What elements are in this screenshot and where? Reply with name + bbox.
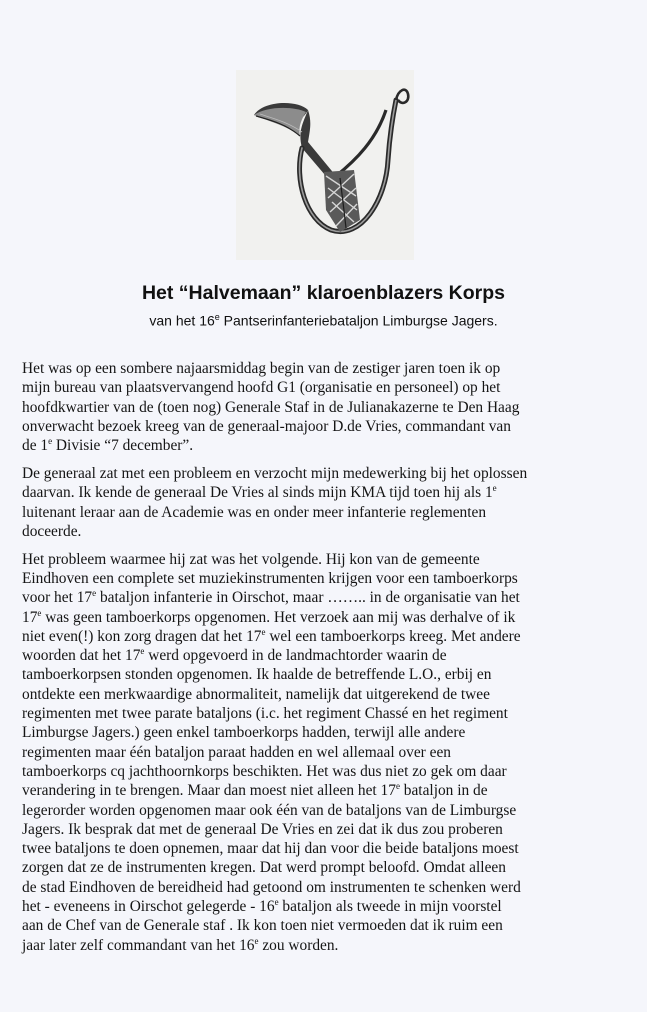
- line-text: het - eveneens in Oirschot gelegerde - 16: [22, 898, 275, 916]
- document-subtitle: [0, 312, 647, 329]
- line-text: zou worden.: [258, 936, 339, 954]
- paragraph: [22, 464, 632, 541]
- text-line: onverwacht bezoek kreeg van de generaal-majoor D.de Vries, commandant van: [22, 417, 511, 435]
- text-line: [22, 781, 632, 800]
- text-line: [22, 936, 632, 955]
- line-text: voor het 17: [22, 589, 93, 607]
- text-line: [22, 627, 632, 646]
- text-line: tamboerkorpsen stonden opgenomen. Ik haalde de betreffende L.O., erbij en: [22, 666, 492, 684]
- text-line: Limburgse Jagers.) geen enkel tamboerkorps hadden, terwijl alle andere: [22, 724, 466, 742]
- paragraph: [22, 550, 632, 955]
- text-line: Het was op een sombere najaarsmiddag begin van de zestiger jaren toen ik op: [22, 360, 501, 377]
- text-line: tamboerkorps cq jachthoornkorps beschikten. Het was dus niet zo gek om daar: [22, 762, 507, 780]
- text-line: luitenant leraar aan de Academie was en onder meer infanterie reglementen: [22, 503, 487, 521]
- ordinal-superscript: e: [92, 588, 97, 599]
- text-line: [22, 483, 632, 502]
- line-text: wel een tamboerkorps kreeg. Met andere: [265, 627, 521, 645]
- line-text: woorden dat het 17: [22, 647, 141, 665]
- line-text: niet even(!) kon zorg dragen dat het 17: [22, 627, 262, 645]
- text-line: De generaal zat met een probleem en verzocht mijn medewerking bij het oplossen: [22, 464, 528, 482]
- line-text: jaar later zelf commandant van het 16: [22, 936, 255, 954]
- text-line: regimenten met twee parate bataljons (i.c. het regiment Chassé en het regiment: [22, 705, 508, 723]
- line-text: Divisie “7 december”.: [52, 437, 194, 455]
- text-line: Eindhoven een complete set muziekinstrumenten krijgen voor een tamboerkorps: [22, 569, 518, 587]
- ordinal-superscript: e: [48, 436, 53, 447]
- text-line: [22, 897, 632, 916]
- line-text: verandering in te brengen. Maar dan moest niet alleen het 17: [22, 782, 396, 800]
- line-text: bataljon in de: [399, 782, 488, 800]
- line-text: de 1: [22, 437, 49, 455]
- hunting-horn-emblem-icon: [236, 70, 414, 260]
- subtitle-text-rest: Pantserinfanteriebataljon Limburgse Jagers.: [219, 312, 498, 329]
- text-line: hoofdkwartier van de (toen nog) Generale Staf in de Julianakazerne te Den Haag: [22, 398, 520, 416]
- text-line: aan de Chef van de Generale staf . Ik kon toen niet vermoeden dat ik ruim een: [22, 917, 503, 935]
- line-text: daarvan. Ik kende de generaal De Vries al sinds mijn KMA tijd toen hij als 1: [22, 484, 493, 502]
- ordinal-superscript: e: [492, 483, 497, 494]
- ordinal-superscript: e: [37, 607, 42, 618]
- text-line: regimenten maar één bataljon paraat hadden en wel allemaal over een: [22, 743, 452, 761]
- text-line: [22, 588, 632, 607]
- text-line: legerorder worden opgenomen maar ook één van de bataljons van de Limburgse: [22, 801, 517, 819]
- ordinal-superscript: e: [261, 626, 266, 637]
- ordinal-superscript: e: [395, 781, 400, 792]
- emblem: [236, 70, 414, 260]
- line-text: bataljon als tweede in mijn voorstel: [278, 898, 502, 916]
- text-line: [22, 646, 632, 665]
- text-line: [22, 436, 632, 455]
- ordinal-superscript: e: [274, 896, 279, 907]
- line-text: 17: [22, 608, 38, 626]
- text-line: mijn bureau van plaatsvervangend hoofd G1 (organisatie en personeel) op het: [22, 379, 501, 397]
- text-line: Het probleem waarmee hij zat was het volgende. Hij kon van de gemeente: [22, 550, 480, 568]
- ordinal-superscript: e: [140, 646, 145, 657]
- line-text: werd opgevoerd in de landmachtorder waarin de: [144, 647, 447, 665]
- text-line: Jagers. Ik besprak dat met de generaal De Vries en zei dat ik dus zou proberen: [22, 820, 503, 838]
- subtitle-text: van het 16: [149, 312, 215, 329]
- body-text: [22, 359, 632, 963]
- text-line: [22, 608, 632, 627]
- text-line: doceerde.: [22, 522, 82, 540]
- text-line: zorgen dat ze de instrumenten kregen. Dat werd prompt beloofd. Omdat alleen: [22, 859, 506, 877]
- text-line: de stad Eindhoven de bereidheid had getoond om instrumenten te schenken werd: [22, 878, 521, 896]
- document-title: Het “Halvemaan” klaroenblazers Korps: [141, 282, 506, 304]
- paragraph: [22, 359, 632, 455]
- text-line: twee bataljons te doen opnemen, maar dat hij dan voor die beide bataljons moest: [22, 840, 519, 858]
- line-text: was geen tamboerkorps opgenomen. Het verzoek aan mij was derhalve of ik: [41, 608, 516, 626]
- ordinal-superscript: e: [254, 935, 259, 946]
- text-line: ontdekte een merkwaardige abnormaliteit, namelijk dat uitgerekend de twee: [22, 685, 490, 703]
- subtitle-superscript: e: [214, 312, 220, 322]
- line-text: bataljon infanterie in Oirschot, maar …….. in de organisatie van het: [96, 589, 520, 607]
